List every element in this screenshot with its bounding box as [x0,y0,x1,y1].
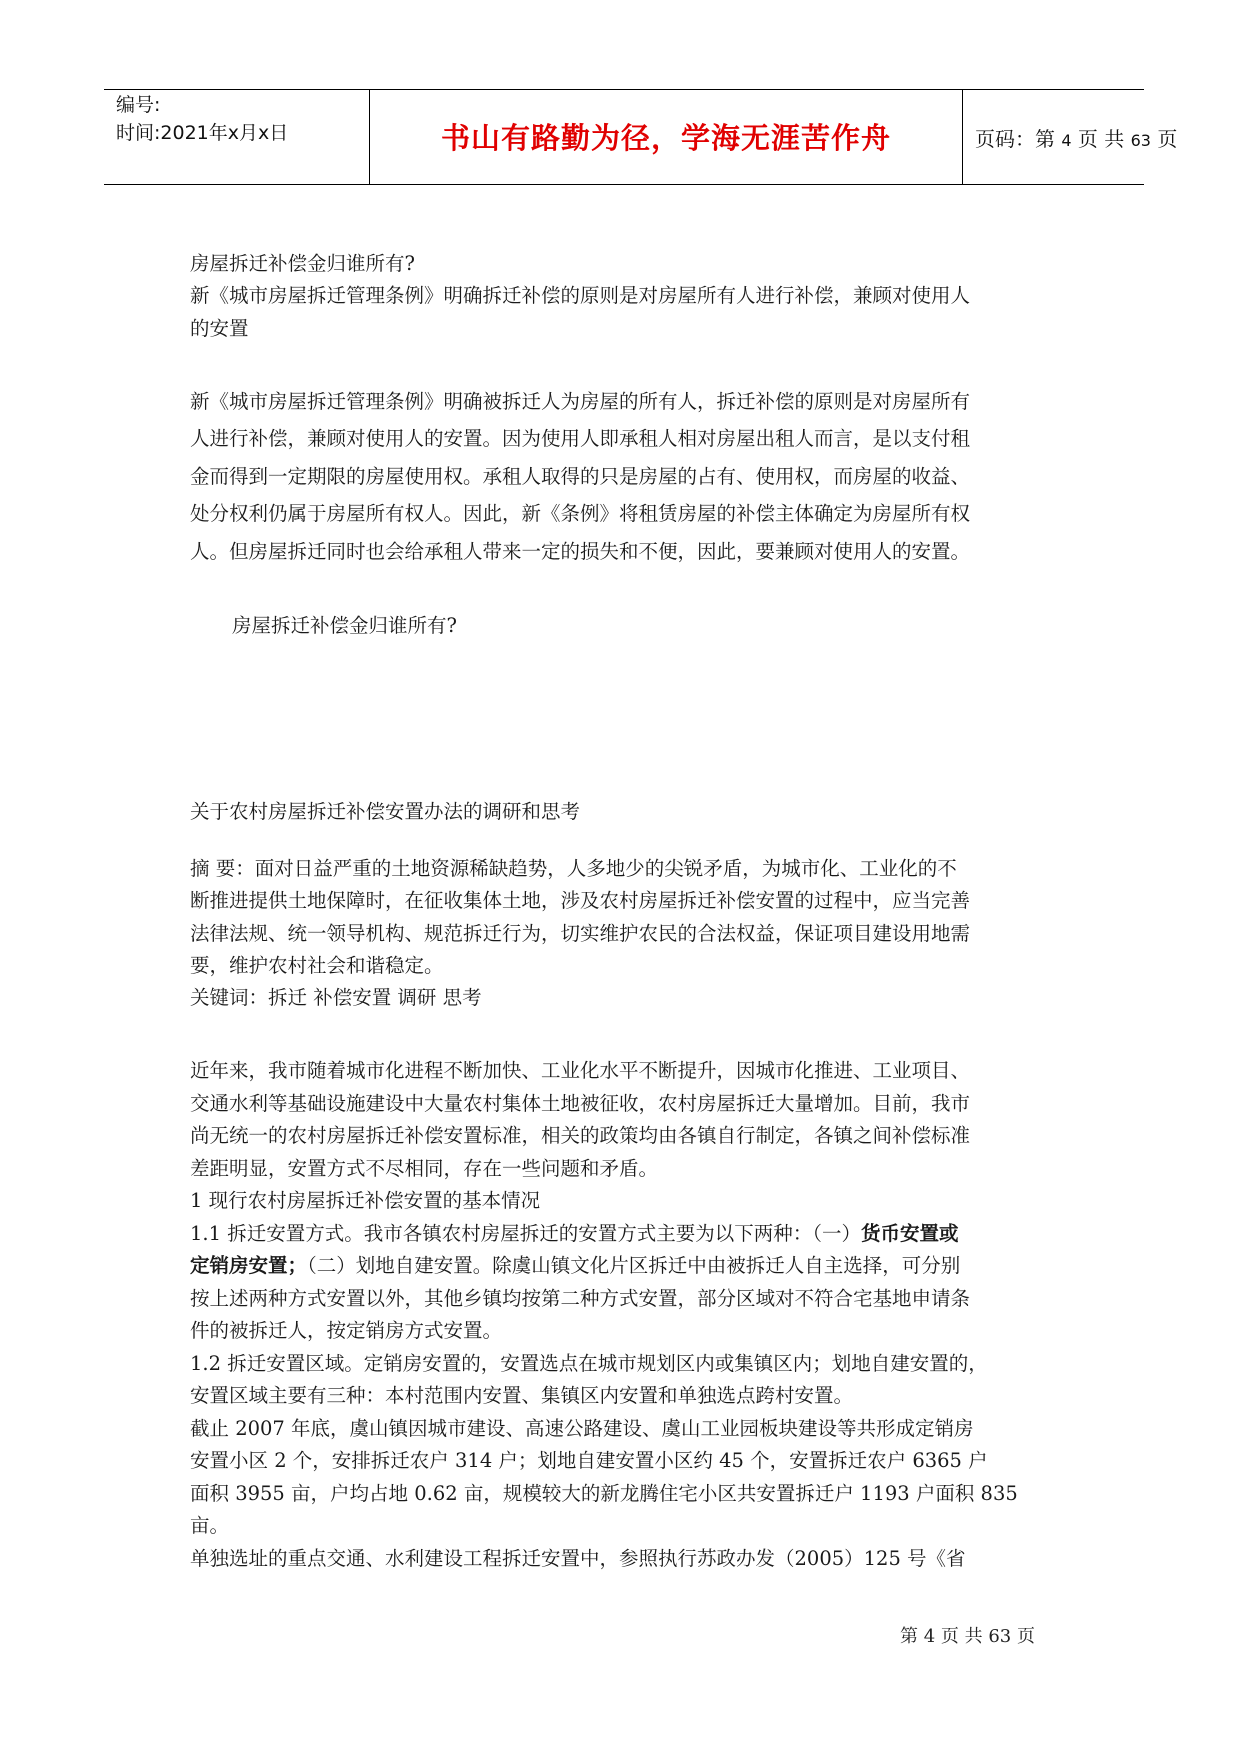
page-number: 4 [1061,131,1072,150]
intro-line: 近年来，我市随着城市化进程不断加快、工业化水平不断提升，因城市化推进、工业项目、 [190,1059,971,1082]
header-meta-cell [104,90,369,184]
page-suffix: 页 [1157,127,1178,151]
document-number-label: 编号: [116,94,161,116]
time-label: 时间: [116,122,161,144]
section-1-heading: 1 现行农村房屋拆迁补偿安置的基本情况 [190,1189,541,1212]
s11-bold-text: 定销房安置； [190,1254,308,1277]
page-mid: 页 共 [1077,127,1125,151]
keywords: 关键词：拆迁 补偿安置 调研 思考 [190,986,482,1009]
section-title: 关于农村房屋拆迁补偿安置办法的调研和思考 [190,800,581,823]
section-1-2-line: 1.2 拆迁安置区域。定销房安置的，安置选点在城市规划区内或集镇区内；划地自建安置的， [190,1352,988,1375]
paragraph-2-line: 人。但房屋拆迁同时也会给承租人带来一定的损失和不便，因此，要兼顾对使用人的安置。 [190,540,971,563]
paragraph-2-line: 金而得到一定期限的房屋使用权。承租人取得的只是房屋的占有、使用权，而房屋的收益、 [190,465,971,488]
paragraph-1-title: 房屋拆迁补偿金归谁所有? [190,252,415,275]
paragraph-1-line: 新《城市房屋拆迁管理条例》明确拆迁补偿的原则是对房屋所有人进行补偿，兼顾对使用人 [190,284,971,307]
section-1-1-line [190,1250,960,1278]
section-1-1-line: 按上述两种方式安置以外，其他乡镇均按第二种方式安置，部分区域对不符合宅基地申请条 [190,1287,971,1310]
s11-text: 1.1 拆迁安置方式。我市各镇农村房屋拆迁的安置方式主要为以下两种：（一） [190,1222,861,1245]
section-1-1-line: 件的被拆迁人，按定销房方式安置。 [190,1319,503,1342]
intro-line: 交通水利等基础设施建设中大量农村集体土地被征收，农村房屋拆迁大量增加。目前，我市 [190,1092,971,1115]
header-page-count [975,123,1177,152]
paragraph-1-line: 的安置 [190,317,249,340]
section-1-2-line: 安置区域主要有三种：本村范围内安置、集镇区内安置和单独选点跨村安置。 [190,1384,854,1407]
data-paragraph-line: 安置小区 2 个，安排拆迁农户 314 户；划地自建安置小区约 45 个，安置拆迁农户 6365 户 [190,1449,988,1472]
header-page-cell [963,90,1178,184]
data-paragraph-line: 面积 3955 亩，户均占地 0.62 亩，规模较大的新龙腾住宅小区共安置拆迁户 1193 户面积 835 [190,1482,1018,1505]
page-total: 63 [1130,131,1151,150]
abstract-line: 摘 要：面对日益严重的土地资源稀缺趋势，人多地少的尖锐矛盾，为城市化、工业化的不 [190,857,957,880]
s11-bold-text: 货币安置或 [860,1222,959,1245]
section-1-1-line [190,1218,958,1246]
s11-text: （二）划地自建安置。除虞山镇文化片区拆迁中由被拆迁人自主选择，可分别 [307,1254,961,1277]
page-footer: 第 4 页 共 63 页 [900,1626,1035,1647]
intro-line: 差距明显，安置方式不尽相同，存在一些问题和矛盾。 [190,1157,659,1180]
abstract-line: 断推进提供土地保障时，在征收集体土地，涉及农村房屋拆迁补偿安置的过程中，应当完善 [190,889,971,912]
document-time [116,120,288,146]
header-motto: 书山有路勤为径，学海无涯苦作舟 [440,121,891,155]
header-motto-cell [369,90,963,184]
intro-line: 尚无统一的农村房屋拆迁补偿安置标准，相关的政策均由各镇自行制定，各镇之间补偿标准 [190,1124,971,1147]
data-paragraph-line: 截止 2007 年底，虞山镇因城市建设、高速公路建设、虞山工业园板块建设等共形成定销房 [190,1417,974,1440]
page-prefix: 页码：第 [975,127,1055,151]
paragraph-2-line: 处分权利仍属于房屋所有权人。因此，新《条例》将租赁房屋的补偿主体确定为房屋所有权 [190,502,971,525]
paragraph-2-line: 人进行补偿，兼顾对使用人的安置。因为使用人即承租人相对房屋出租人而言，是以支付租 [190,427,971,450]
time-value: 2021年x月x日 [160,122,289,144]
abstract-line: 要，维护农村社会和谐稳定。 [190,954,444,977]
paragraph-2-line: 新《城市房屋拆迁管理条例》明确被拆迁人为房屋的所有人，拆迁补偿的原则是对房屋所有 [190,390,971,413]
abstract-line: 法律法规、统一领导机构、规范拆迁行为，切实维护农民的合法权益，保证项目建设用地需 [190,922,971,945]
page-header [104,89,1178,185]
last-paragraph-line: 单独选址的重点交通、水利建设工程拆迁安置中，参照执行苏政办发（2005）125 号《省 [190,1547,966,1570]
paragraph-3-title: 房屋拆迁补偿金归谁所有? [232,614,457,637]
data-paragraph-line: 亩。 [190,1514,230,1537]
